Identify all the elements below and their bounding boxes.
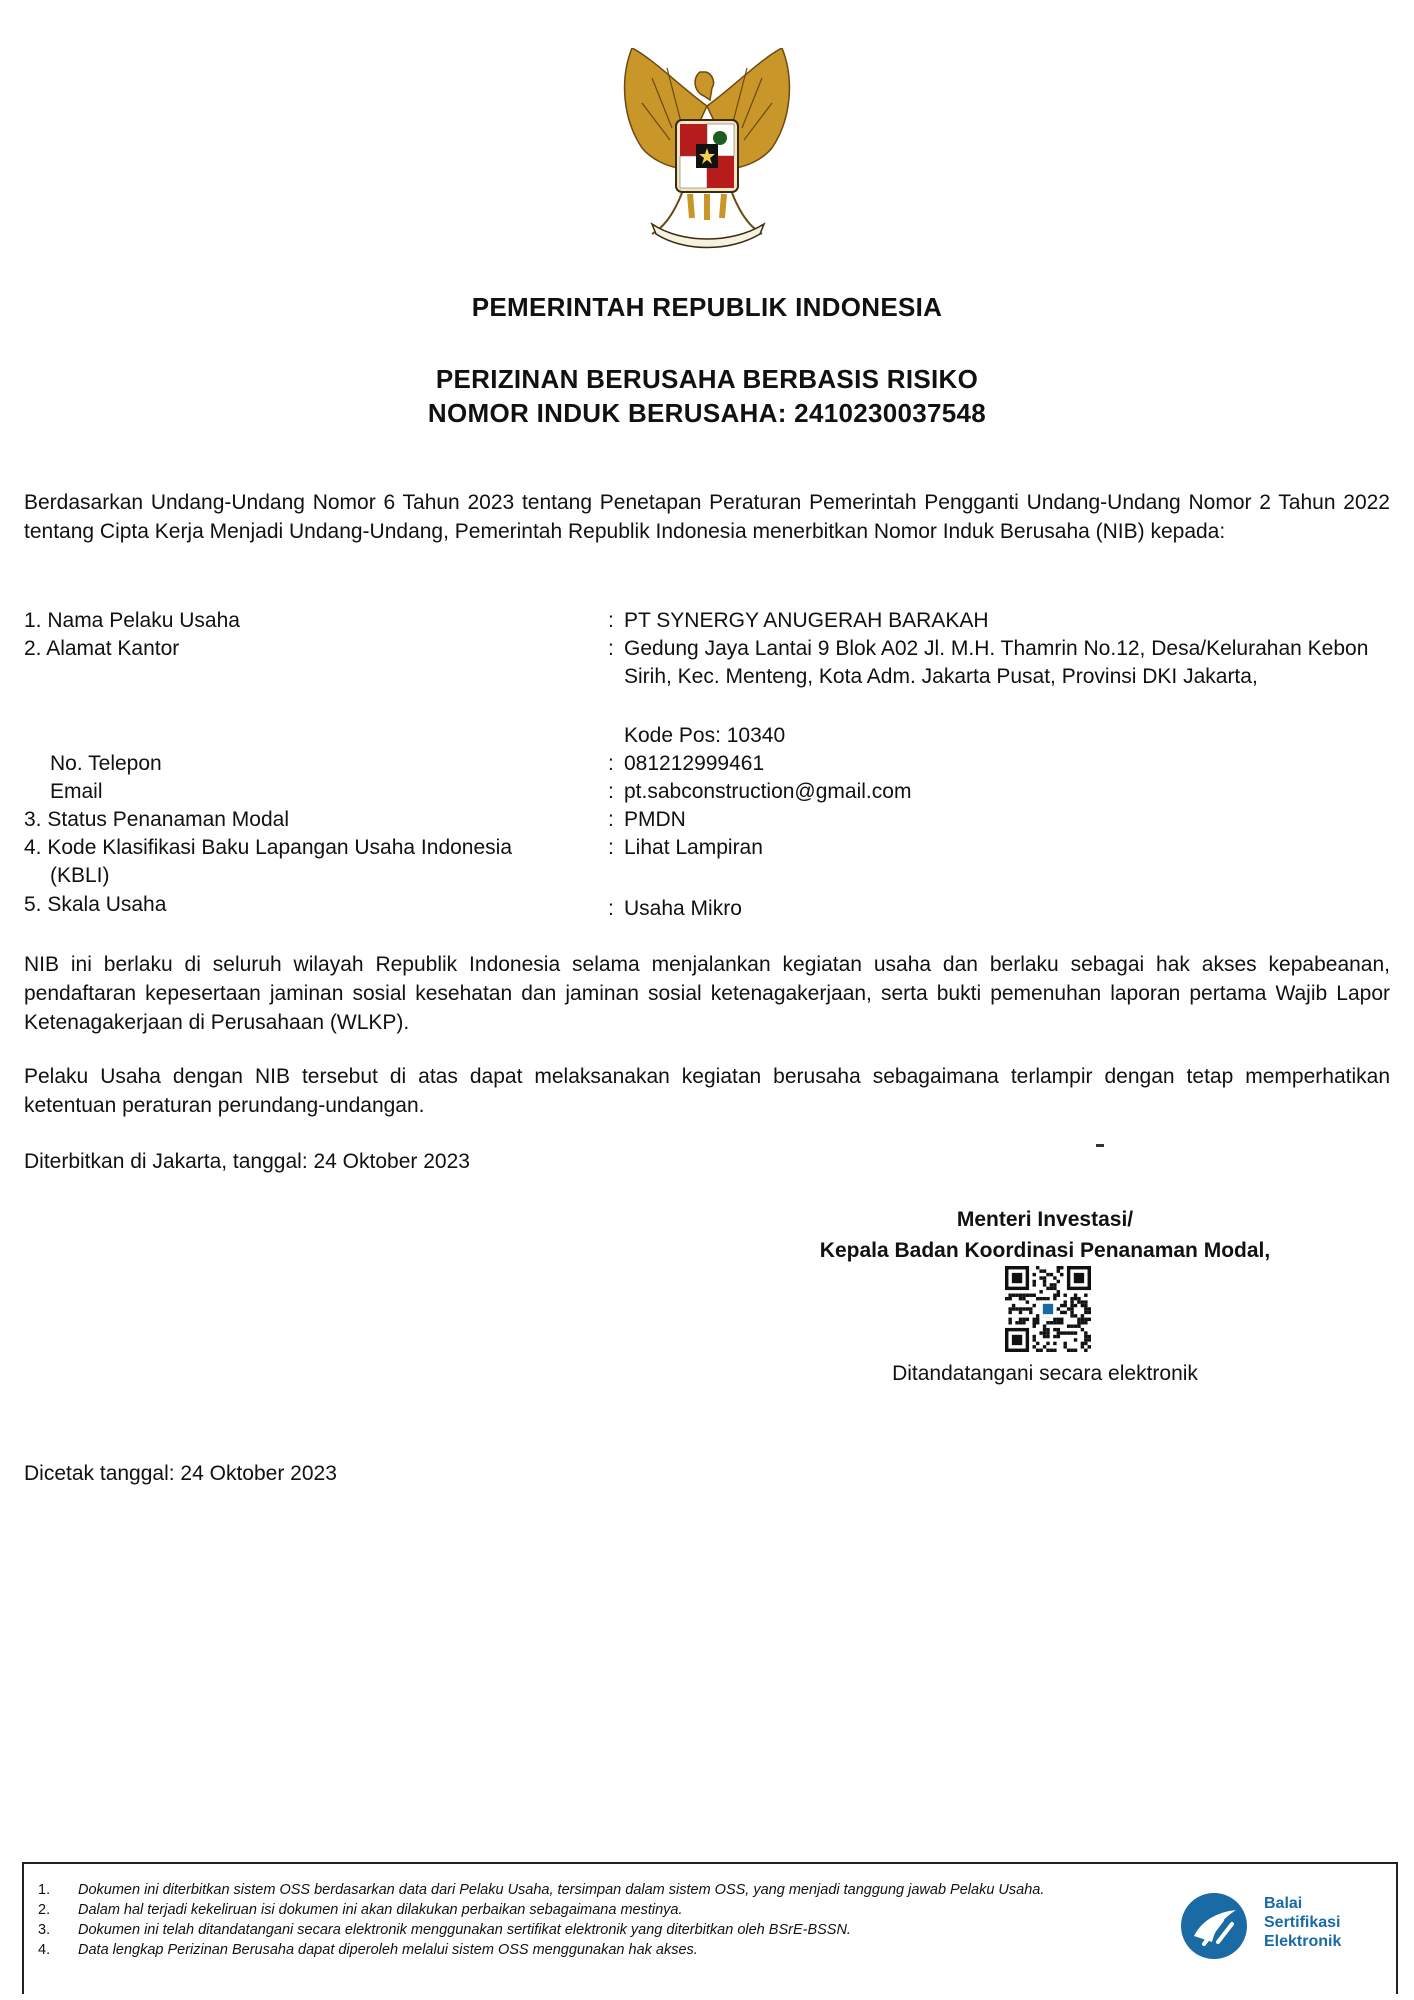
footer-note-text: Dokumen ini telah ditandatangani secara elektronik menggunakan sertifikat elektronik yang diterbitkan oleh BSrE-BSSN.: [78, 1922, 851, 1938]
field-value: Usaha Mikro: [624, 897, 742, 920]
signatory-line-2: Kepala Badan Koordinasi Penanaman Modal,: [819, 1239, 1271, 1262]
footer-note-number: 4.: [38, 1942, 51, 1958]
field-label: 5. Skala Usaha: [24, 893, 167, 916]
footer-notes-list: [38, 1880, 1168, 1960]
field-value: Gedung Jaya Lantai 9 Blok A02 Jl. M.H. Thamrin No.12, Desa/Kelurahan Kebon Sirih, Kec. Menteng, Kota Adm. Jakarta Pusat, Provinsi DKI Jakarta,: [624, 637, 1369, 688]
footer-note: [38, 1880, 1168, 1900]
footer-notes-box: [22, 1862, 1398, 1994]
footer-note-text: Data lengkap Perizinan Berusaha dapat diperoleh melalui sistem OSS menggunakan hak akses.: [78, 1942, 698, 1958]
stray-mark: [1096, 1144, 1104, 1147]
bsre-logo: [1174, 1886, 1384, 1966]
field-value: Kode Pos: 10340: [624, 724, 786, 747]
field-colon: :: [608, 752, 614, 775]
footer-note: [38, 1940, 1168, 1960]
intro-paragraph: Berdasarkan Undang-Undang Nomor 6 Tahun 2023 tentang Penetapan Peraturan Pemerintah Pengganti Undang-Undang Nomor 2 Tahun 2022 tentang Cipta Kerja Menjadi Undang-Undang, Pemerintah Republik Indonesia menerbitkan Nomor Induk Berusaha (NIB) kepada:: [24, 491, 1390, 543]
government-heading: PEMERINTAH REPUBLIK INDONESIA: [471, 292, 943, 322]
field-value: PT SYNERGY ANUGERAH BARAKAH: [624, 609, 989, 632]
footer-note-text: Dokumen ini diterbitkan sistem OSS berdasarkan data dari Pelaku Usaha, tersimpan dalam sistem OSS, yang menjadi tanggung jawab Pelaku Usaha.: [78, 1882, 1045, 1898]
bsre-line-2: Sertifikasi: [1264, 1914, 1341, 1931]
field-value: Lihat Lampiran: [624, 836, 763, 859]
field-label: 4. Kode Klasifikasi Baku Lapangan Usaha Indonesia: [24, 836, 513, 859]
field-value: pt.sabconstruction@gmail.com: [624, 780, 912, 803]
document-title-block: [0, 362, 1414, 430]
bsre-line-3: Elektronik: [1264, 1933, 1342, 1950]
footer-note: [38, 1920, 1168, 1940]
field-label: Email: [50, 780, 103, 803]
printed-date: Dicetak tanggal: 24 Oktober 2023: [24, 1462, 337, 1485]
field-value: 081212999461: [624, 752, 765, 775]
signatory-title: [780, 1204, 1310, 1266]
validity-paragraph: NIB ini berlaku di seluruh wilayah Republik Indonesia selama menjalankan kegiatan usaha dan berlaku sebagai hak akses kepabeanan, pendaftaran kepesertaan jaminan sosial kesehatan dan jaminan sosial ketenagakerjaan, serta bukti pemenuhan laporan pertama Wajib Lapor Ketenagakerjaan di Perusahaan (WLKP).: [24, 953, 1390, 1034]
field-colon: :: [608, 637, 614, 660]
qr-code-icon[interactable]: [1005, 1266, 1091, 1352]
field-colon: :: [608, 897, 614, 920]
signatory-line-1: Menteri Investasi/: [956, 1208, 1134, 1231]
obligation-paragraph: Pelaku Usaha dengan NIB tersebut di atas dapat melaksanakan kegiatan berusaha sebagaimana terlampir dengan tetap memperhatikan ketentuan peraturan perundang-undangan.: [24, 1065, 1390, 1117]
field-label: 2. Alamat Kantor: [24, 637, 180, 660]
e-signature-note: Ditandatangani secara elektronik: [892, 1362, 1198, 1385]
field-colon: :: [608, 780, 614, 803]
field-colon: :: [608, 808, 614, 831]
bsre-logo-text: [1264, 1894, 1341, 1951]
field-label: 1. Nama Pelaku Usaha: [24, 609, 240, 632]
field-label: 3. Status Penanaman Modal: [24, 808, 290, 831]
footer-note-number: 2.: [38, 1902, 51, 1918]
field-colon: :: [608, 836, 614, 859]
footer-note-number: 3.: [38, 1922, 51, 1938]
footer-note: [38, 1900, 1168, 1920]
bsre-line-1: Balai: [1264, 1895, 1303, 1912]
field-label: (KBLI): [50, 864, 110, 887]
field-label: No. Telepon: [50, 752, 162, 775]
footer-note-number: 1.: [38, 1882, 51, 1898]
field-colon: :: [608, 609, 614, 632]
field-value: PMDN: [624, 808, 686, 831]
permit-title: PERIZINAN BERUSAHA BERBASIS RISIKO: [435, 364, 979, 394]
bsre-emblem-icon: [1178, 1890, 1250, 1962]
footer-note-text: Dalam hal terjadi kekeliruan isi dokumen ini akan dilakukan perbaikan sebagaimana mestinya.: [78, 1902, 683, 1918]
garuda-emblem-icon: [612, 48, 802, 253]
issued-date: Diterbitkan di Jakarta, tanggal: 24 Oktober 2023: [24, 1150, 470, 1173]
nib-number: NOMOR INDUK BERUSAHA: 2410230037548: [427, 398, 987, 428]
